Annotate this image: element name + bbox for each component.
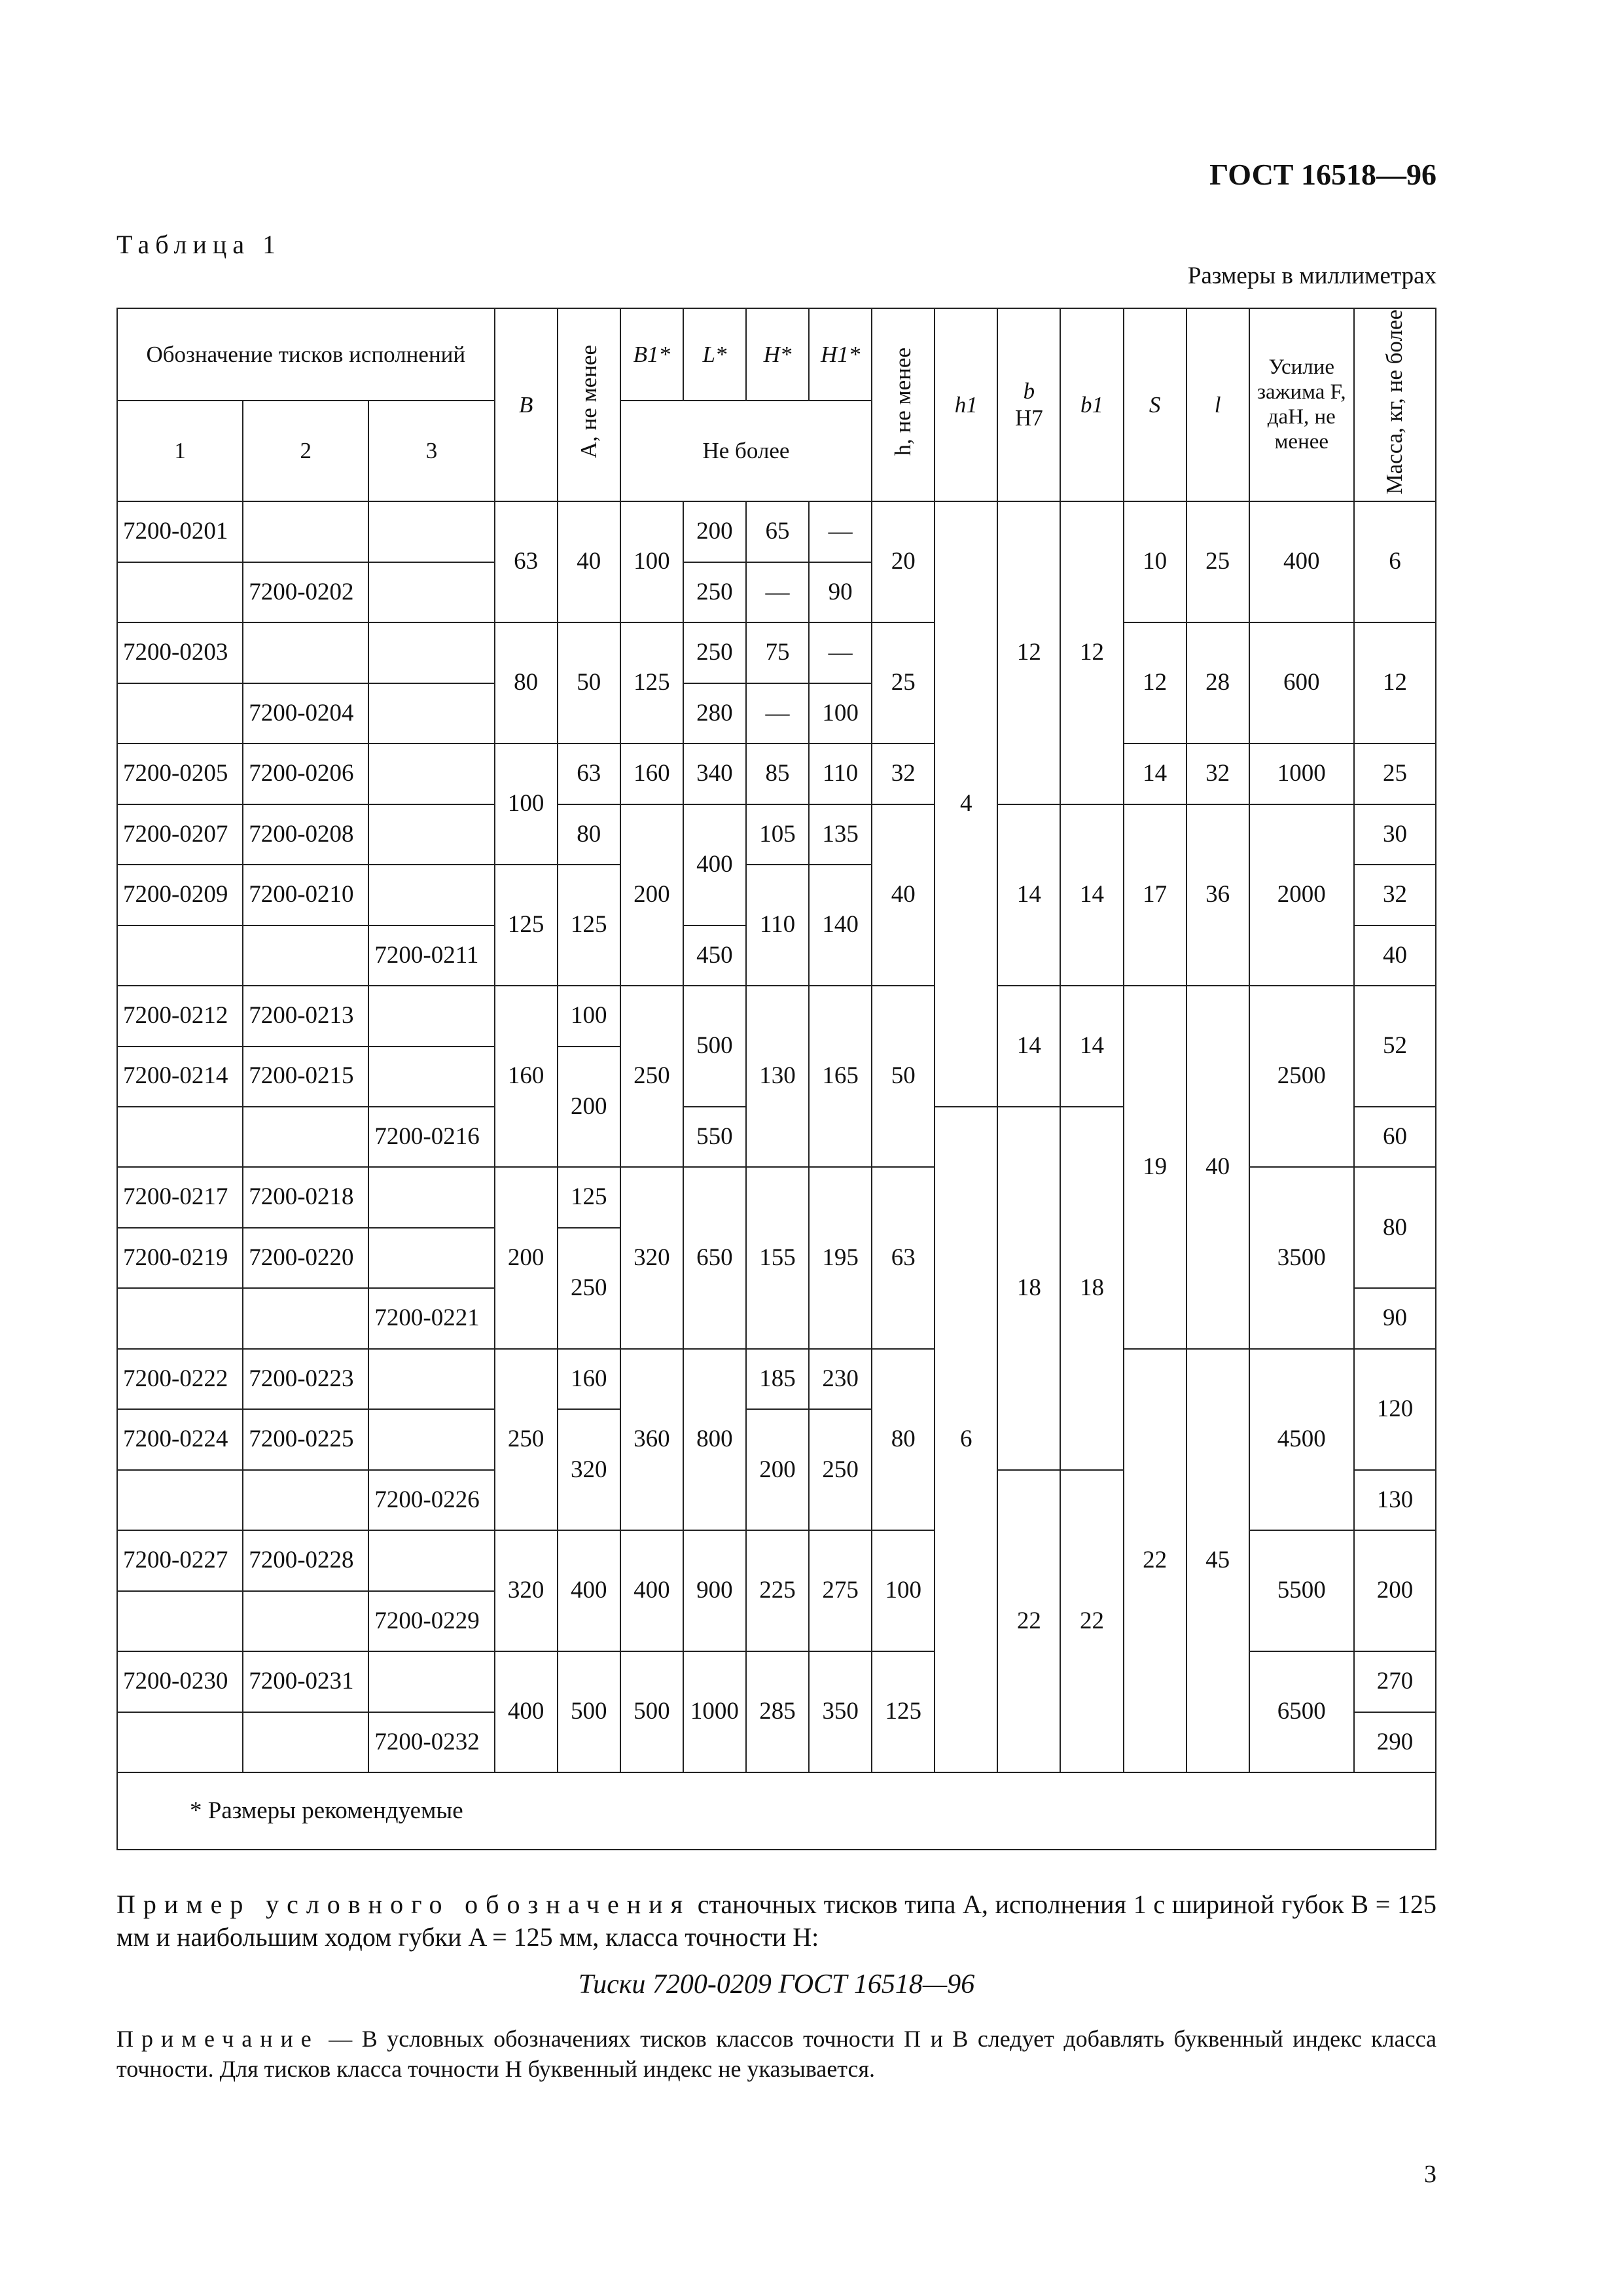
table-cell: 400: [683, 804, 746, 925]
table-cell: 110: [809, 744, 872, 804]
table-cell: 120: [1354, 1349, 1436, 1470]
table-cell: [368, 562, 494, 622]
table-cell: 90: [1354, 1288, 1436, 1348]
table-cell: 100: [558, 986, 620, 1046]
table-cell: 32: [1354, 865, 1436, 925]
table-cell: 25: [1354, 744, 1436, 804]
example-text: станочных тисков типа А, исполнения 1 с шириной губок B = 125 мм и наибольшим ходом губки A = 125 мм, класса точности Н:: [116, 1890, 1436, 1952]
table-cell: [368, 1167, 494, 1227]
table-cell: 250: [495, 1349, 558, 1530]
table-cell: [368, 986, 494, 1046]
table-cell: —: [809, 501, 872, 562]
table-cell: 250: [809, 1409, 872, 1530]
table-cell: 7200-0229: [368, 1591, 494, 1651]
table-cell: 500: [683, 986, 746, 1107]
table-cell: 6500: [1249, 1651, 1354, 1772]
table-cell: 7200-0211: [368, 925, 494, 986]
table-cell: 350: [809, 1651, 872, 1772]
table-cell: [368, 683, 494, 744]
table-cell: 900: [683, 1530, 746, 1651]
table-cell: 12: [997, 501, 1060, 804]
table-cell: 7200-0207: [117, 804, 243, 865]
table-cell: 65: [746, 501, 809, 562]
table-footnote: * Размеры рекомендуемые: [117, 1772, 1436, 1850]
table-cell: 25: [872, 622, 935, 744]
header-h-text: h, не менее: [890, 348, 916, 456]
table-cell: [117, 562, 243, 622]
table-cell: —: [746, 683, 809, 744]
table-cell: [117, 1470, 243, 1530]
table-cell: 45: [1186, 1349, 1249, 1772]
table-cell: 7200-0206: [243, 744, 368, 804]
note-paragraph: [116, 2024, 1436, 2084]
table-cell: 250: [558, 1228, 620, 1349]
table-cell: [243, 622, 368, 683]
table-cell: 25: [1186, 501, 1249, 622]
page-number: 3: [1424, 2161, 1436, 2188]
table-cell: 100: [620, 501, 683, 622]
document-code: ГОСТ 16518—96: [1209, 158, 1436, 191]
table-cell: 450: [683, 925, 746, 986]
table-cell: 7200-0209: [117, 865, 243, 925]
table-cell: 290: [1354, 1712, 1436, 1772]
table-cell: 200: [495, 1167, 558, 1348]
header-b1: b1: [1060, 308, 1123, 501]
table-cell: 50: [558, 622, 620, 744]
table-cell: 63: [558, 744, 620, 804]
table-cell: [368, 1228, 494, 1288]
table-cell: 75: [746, 622, 809, 683]
table-cell: 14: [1060, 986, 1123, 1107]
table-cell: [243, 1591, 368, 1651]
example-lead: Пример условного обозначения: [116, 1890, 690, 1919]
table-cell: [368, 1349, 494, 1409]
table-cell: 125: [620, 622, 683, 744]
table-cell: 320: [558, 1409, 620, 1530]
table-cell: 280: [683, 683, 746, 744]
table-cell: 60: [1354, 1107, 1436, 1167]
table-cell: [243, 925, 368, 986]
table-cell: 7200-0214: [117, 1047, 243, 1107]
table-cell: 40: [1186, 986, 1249, 1349]
table-cell: 19: [1124, 986, 1186, 1349]
table-cell: 195: [809, 1167, 872, 1348]
table-cell: 22: [997, 1470, 1060, 1772]
table-cell: [368, 744, 494, 804]
table-cell: 7200-0232: [368, 1712, 494, 1772]
table-cell: [368, 865, 494, 925]
note-lead: Примечание: [116, 2026, 319, 2052]
table-cell: 7200-0230: [117, 1651, 243, 1712]
table-cell: 7200-0227: [117, 1530, 243, 1590]
table-cell: 22: [1060, 1470, 1123, 1772]
table-cell: 7200-0205: [117, 744, 243, 804]
header-A: [558, 308, 620, 501]
table-cell: 40: [1354, 925, 1436, 986]
table-cell: 7200-0226: [368, 1470, 494, 1530]
table-cell: 500: [558, 1651, 620, 1772]
table-cell: 800: [683, 1349, 746, 1530]
header-S: S: [1124, 308, 1186, 501]
table-cell: 18: [1060, 1107, 1123, 1470]
table-cell: 32: [1186, 744, 1249, 804]
table-cell: 125: [558, 1167, 620, 1227]
header-B: B: [495, 308, 558, 501]
table-cell: 12: [1354, 622, 1436, 744]
table-cell: 14: [1060, 804, 1123, 986]
header-L: L*: [683, 308, 746, 401]
table-cell: [243, 1288, 368, 1348]
table-cell: 165: [809, 986, 872, 1167]
table-cell: 7200-0221: [368, 1288, 494, 1348]
table-cell: 7200-0202: [243, 562, 368, 622]
table-cell: 400: [1249, 501, 1354, 622]
table-cell: —: [809, 622, 872, 683]
table-cell: 7200-0210: [243, 865, 368, 925]
table-cell: 30: [1354, 804, 1436, 865]
table-cell: —: [746, 562, 809, 622]
table-cell: 20: [872, 501, 935, 622]
header-col-1: 1: [117, 401, 243, 501]
table-cell: 200: [683, 501, 746, 562]
table-cell: [117, 1107, 243, 1167]
header-h1: h1: [935, 308, 997, 501]
table-cell: 52: [1354, 986, 1436, 1107]
note-text: — В условных обозначениях тисков классов точности П и В следует добавлять буквенный индекс класса точности. Для тисков класса точности Н буквенный индекс не указывается.: [116, 2026, 1436, 2082]
header-max: Не более: [620, 401, 872, 501]
table-cell: 7200-0225: [243, 1409, 368, 1469]
table-cell: 340: [683, 744, 746, 804]
example-paragraph: [116, 1888, 1436, 1954]
table-cell: 320: [495, 1530, 558, 1651]
table-cell: 7200-0203: [117, 622, 243, 683]
table-cell: 200: [558, 1047, 620, 1168]
table-cell: 230: [809, 1349, 872, 1409]
table-cell: 14: [997, 986, 1060, 1107]
table-cell: [243, 1712, 368, 1772]
table-cell: 63: [872, 1167, 935, 1348]
table-cell: 400: [558, 1530, 620, 1651]
table-cell: 125: [495, 865, 558, 986]
table-cell: 40: [558, 501, 620, 622]
table-cell: 85: [746, 744, 809, 804]
table-cell: 40: [872, 804, 935, 986]
table-cell: 7200-0223: [243, 1349, 368, 1409]
table-cell: 2000: [1249, 804, 1354, 986]
table-cell: 10: [1124, 501, 1186, 622]
table-cell: [117, 1712, 243, 1772]
table-cell: 18: [997, 1107, 1060, 1470]
table-cell: 7200-0204: [243, 683, 368, 744]
table-cell: [243, 1107, 368, 1167]
header-b-letter: b: [1023, 378, 1035, 404]
table-cell: [368, 501, 494, 562]
table-cell: 2500: [1249, 986, 1354, 1167]
table-cell: 80: [872, 1349, 935, 1530]
specification-table: [116, 308, 1436, 1850]
table-cell: 36: [1186, 804, 1249, 986]
header-b: [997, 308, 1060, 501]
table-cell: [117, 1288, 243, 1348]
header-mass-text: Масса, кг, не более: [1382, 309, 1408, 495]
table-cell: 7200-0201: [117, 501, 243, 562]
example-designation: Тиски 7200-0209 ГОСТ 16518—96: [578, 1969, 975, 2000]
table-cell: 14: [997, 804, 1060, 986]
table-cell: 22: [1124, 1349, 1186, 1772]
table-cell: 125: [872, 1651, 935, 1772]
header-h: [872, 308, 935, 501]
table-cell: 200: [746, 1409, 809, 1530]
table-cell: 110: [746, 865, 809, 986]
table-cell: 225: [746, 1530, 809, 1651]
table-cell: 12: [1060, 501, 1123, 804]
table-cell: 135: [809, 804, 872, 865]
table-cell: 500: [620, 1651, 683, 1772]
table-cell: [117, 683, 243, 744]
table-cell: 160: [620, 744, 683, 804]
table-cell: 4500: [1249, 1349, 1354, 1530]
table-cell: 80: [495, 622, 558, 744]
table-cell: 7200-0220: [243, 1228, 368, 1288]
table-cell: 7200-0228: [243, 1530, 368, 1590]
table-cell: 100: [495, 744, 558, 865]
table-cell: 550: [683, 1107, 746, 1167]
table-cell: 3500: [1249, 1167, 1354, 1348]
table-cell: 125: [558, 865, 620, 986]
table-cell: 200: [620, 804, 683, 986]
table-cell: 130: [1354, 1470, 1436, 1530]
table-cell: 400: [620, 1530, 683, 1651]
table-cell: 7200-0216: [368, 1107, 494, 1167]
table-cell: 7200-0222: [117, 1349, 243, 1409]
table-cell: 1000: [1249, 744, 1354, 804]
table-cell: 7200-0208: [243, 804, 368, 865]
table-cell: 275: [809, 1530, 872, 1651]
table-cell: 360: [620, 1349, 683, 1530]
table-cell: 5500: [1249, 1530, 1354, 1651]
table-cell: [368, 1530, 494, 1590]
table-cell: 270: [1354, 1651, 1436, 1712]
table-cell: [243, 501, 368, 562]
header-designation: Обозначение тисков исполнений: [117, 308, 495, 401]
table-cell: 7200-0215: [243, 1047, 368, 1107]
table-cell: 7200-0213: [243, 986, 368, 1046]
header-A-text: A, не менее: [575, 345, 601, 459]
table-cell: 63: [495, 501, 558, 622]
table-cell: 50: [872, 986, 935, 1167]
header-mass: [1354, 308, 1436, 501]
table-cell: 250: [620, 986, 683, 1167]
table-cell: 7200-0224: [117, 1409, 243, 1469]
table-cell: 250: [683, 622, 746, 683]
table-cell: 105: [746, 804, 809, 865]
table-cell: 250: [683, 562, 746, 622]
table-cell: 6: [1354, 501, 1436, 622]
table-cell: 1000: [683, 1651, 746, 1772]
table-cell: 7200-0231: [243, 1651, 368, 1712]
table-cell: 200: [1354, 1530, 1436, 1651]
table-cell: 14: [1124, 744, 1186, 804]
table-cell: 32: [872, 744, 935, 804]
table-cell: 160: [495, 986, 558, 1167]
table-cell: 4: [935, 501, 997, 1107]
table-cell: 320: [620, 1167, 683, 1348]
header-b-tolerance: H7: [1015, 404, 1043, 431]
table-cell: 7200-0219: [117, 1228, 243, 1288]
table-cell: 130: [746, 986, 809, 1167]
table-cell: 6: [935, 1107, 997, 1772]
table-cell: 28: [1186, 622, 1249, 744]
table-cell: 100: [809, 683, 872, 744]
table-cell: [117, 925, 243, 986]
table-cell: 155: [746, 1167, 809, 1348]
table-cell: 12: [1124, 622, 1186, 744]
header-force: Усилие зажима F, даН, не менее: [1249, 308, 1354, 501]
table-cell: [368, 804, 494, 865]
table-cell: 80: [1354, 1167, 1436, 1288]
table-cell: [368, 1047, 494, 1107]
table-caption: Таблица 1: [116, 230, 282, 259]
table-cell: 7200-0218: [243, 1167, 368, 1227]
table-cell: 400: [495, 1651, 558, 1772]
table-cell: 100: [872, 1530, 935, 1651]
table-cell: 7200-0212: [117, 986, 243, 1046]
table-cell: 650: [683, 1167, 746, 1348]
table-cell: [243, 1470, 368, 1530]
table-cell: 185: [746, 1349, 809, 1409]
table-cell: 7200-0217: [117, 1167, 243, 1227]
table-cell: 140: [809, 865, 872, 986]
header-H1: H1*: [809, 308, 872, 401]
header-col-2: 2: [243, 401, 368, 501]
table-cell: [117, 1591, 243, 1651]
units-note: Размеры в миллиметрах: [1187, 262, 1436, 289]
header-l: l: [1186, 308, 1249, 501]
table-cell: 600: [1249, 622, 1354, 744]
table-cell: [368, 1651, 494, 1712]
header-B1: B1*: [620, 308, 683, 401]
table-cell: 80: [558, 804, 620, 865]
table-cell: 285: [746, 1651, 809, 1772]
table-cell: 90: [809, 562, 872, 622]
table-cell: 160: [558, 1349, 620, 1409]
table-cell: [368, 1409, 494, 1469]
header-H: H*: [746, 308, 809, 401]
header-col-3: 3: [368, 401, 494, 501]
table-cell: [368, 622, 494, 683]
table-cell: 17: [1124, 804, 1186, 986]
